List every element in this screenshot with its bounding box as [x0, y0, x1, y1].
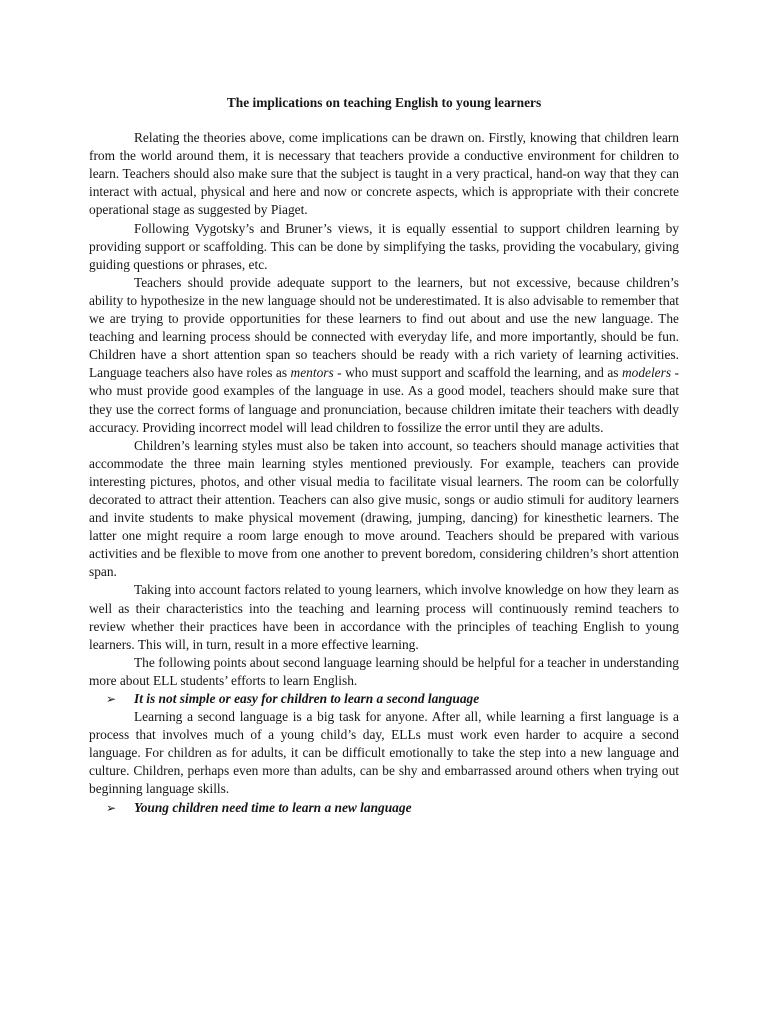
paragraph-following-points: The following points about second language learning should be helpful for a teacher in understanding more about ELL students’ efforts to learn English. [89, 654, 679, 688]
paragraph-scaffolding: Following Vygotsky’s and Bruner’s views, it is equally essential to support children learning by providing support or scaffolding. This can be done by simplifying the tasks, providing the vocabulary, giving guiding questions or phrases, etc. [89, 220, 679, 272]
paragraph-teacher-roles-part-2: - who must support and scaffold the learning, and as [333, 365, 622, 381]
term-mentors: mentors [290, 365, 334, 381]
arrow-bullet-icon: ➢ [106, 800, 117, 815]
bullet-heading-text: It is not simple or easy for children to learn a second language [134, 691, 480, 706]
document-page [89, 94, 679, 817]
paragraph-teacher-roles [89, 274, 679, 437]
paragraph-teacher-roles-part-1: Teachers should provide adequate support to the learners, but not excessive, because children’s ability to hypothesize in the new language should not be underestimated. It is also advisable to remember that we are trying to provide opportunities for these learners to find out about and use the new language. The teaching and learning process should be connected with everyday life, and more importantly, should be fun. Children have a short attention span so teachers should be ready with a rich variety of learning activities. Language teachers also have roles as [89, 274, 679, 381]
paragraph-second-language-task: Learning a second language is a big task for anyone. After all, while learning a first language is a process that involves much of a young child’s day, ELLs must work even harder to acquire a second language. For children as for adults, it can be difficult emotionally to take the step into a new language and culture. Children, perhaps even more than adults, can be shy and embarrassed around others when trying out beginning language skills. [89, 709, 679, 797]
arrow-bullet-icon: ➢ [106, 692, 117, 706]
paragraph-young-learner-factors: Taking into account factors related to young learners, which involve knowledge on how they learn as well as their characteristics into the teaching and learning process will continuously remind teachers to review whether their practices have been in accordance with the principles of teaching English to young learners. This will, in turn, result in a more effective learning. [89, 582, 679, 652]
bullet-heading-text: Young children need time to learn a new language [134, 799, 412, 815]
document-title: The implications on teaching English to young learners [226, 95, 542, 110]
bullet-heading-need-time [89, 799, 679, 817]
term-modelers: modelers [621, 365, 672, 381]
bullet-heading-not-simple [89, 690, 679, 708]
paragraph-implications: Relating the theories above, come implications can be drawn on. Firstly, knowing that children learn from the world around them, it is necessary that teachers provide a conductive environment for children to learn. Teachers should also make sure that the subject is taught in a very practical, hand-on way that they can interact with actual, physical and here and now or concrete aspects, which is appropriate with their concrete operational stage as suggested by Piaget. [89, 130, 679, 218]
paragraph-learning-styles: Children’s learning styles must also be taken into account, so teachers should manage activities that accommodate the three main learning styles mentioned previously. For example, teachers can provide interesting pictures, photos, and other visual media to facilitate visual learners. The room can be colorfully decorated to attract their attention. Teachers can also give music, songs or audio stimuli for auditory learners and invite students to make physical movement (drawing, jumping, dancing) for kinesthetic learners. The latter one might require a room large enough to move around. Teachers should be prepared with various activities and be flexible to move from one another to prevent boredom, considering children’s short attention span. [89, 437, 679, 580]
paragraph-teacher-roles-part-3: - who must provide good examples of the language in use. As a good model, teachers should make sure that they use the correct forms of language and pronunciation, because children imitate their teachers with deadly accuracy. Providing incorrect model will lead children to fossilize the error until they are adults. [89, 365, 679, 435]
